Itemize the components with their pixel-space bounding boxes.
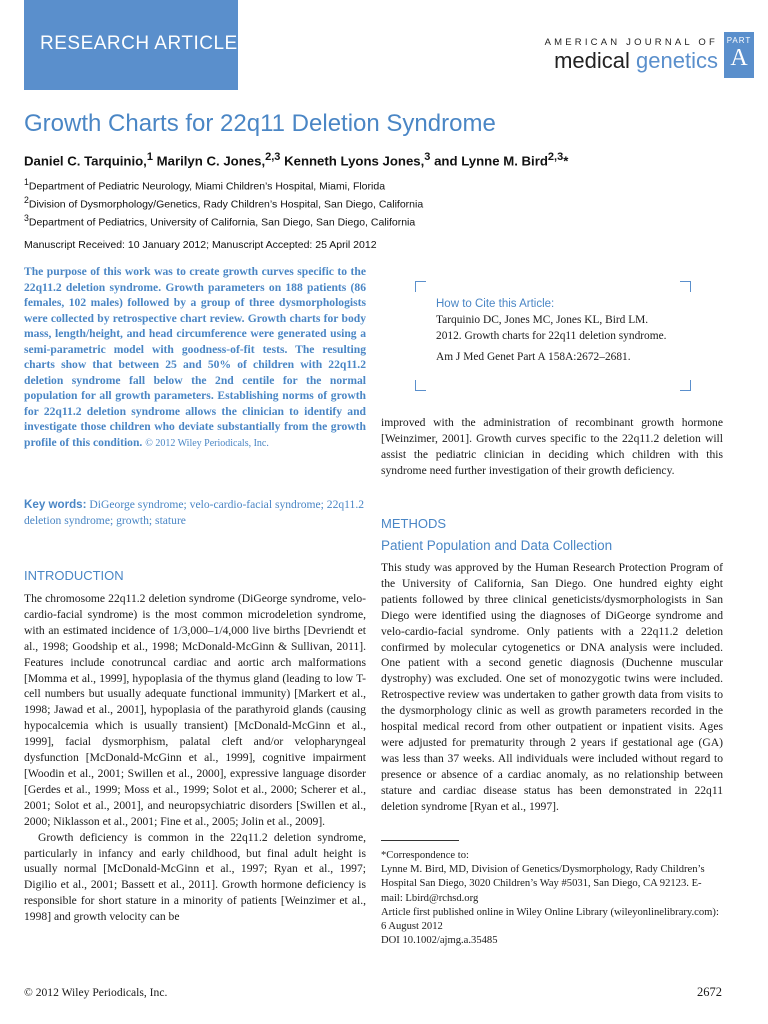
- author-name: Marilyn C. Jones,: [152, 153, 266, 169]
- part-badge: [724, 32, 754, 78]
- affiliation-sup: 2: [24, 195, 29, 205]
- author-affil-sup: 1: [146, 151, 153, 163]
- abstract: [24, 264, 366, 451]
- keywords-label: Key words:: [24, 498, 87, 511]
- abstract-text: The purpose of this work was to create growth curves specific to the 22q11.2 deletion syndrome. Growth parameters on 188 patients (86 females, 102 males) followed by a group of three dysmorphologists were collected by retrospective chart review. Growth charts for body mass, length/height, and head circumference were generated using a semi-parametric model with goodness-of-fit tests. The resulting charts show that between 25 and 50% of children with 22q11.2 deletion syndrome fall below the 2nd centile for the normal population for all growth parameters. Establishing norms of growth for 22q11.2 deletion syndrome allows the clinician to identify and investigate those children who deviate substantially from the growth profile of this condition.: [24, 265, 366, 449]
- author-affil-sup: 2,3: [547, 151, 564, 163]
- journal-top-text: AMERICAN JOURNAL OF: [544, 37, 718, 48]
- author-name: Kenneth Lyons Jones,: [280, 153, 425, 169]
- affiliation-2: [24, 195, 423, 211]
- affiliation-sup: 3: [24, 213, 29, 223]
- abstract-copyright: © 2012 Wiley Periodicals, Inc.: [145, 437, 269, 449]
- author-affil-sup: 3: [424, 151, 431, 163]
- cite-box-reference: Tarquinio DC, Jones MC, Jones KL, Bird LM. 2012. Growth charts for 22q11 deletion syndrome.: [436, 314, 667, 342]
- journal-name-medical: medical: [554, 48, 630, 73]
- article-title: Growth Charts for 22q11 Deletion Syndrome: [24, 110, 496, 137]
- author-affil-sup: 2,3: [265, 151, 281, 163]
- cite-box-title: How to Cite this Article:: [436, 298, 555, 310]
- footnote-published: Article first published online in Wiley Online Library (wileyonlinelibrary.com): 6 August 2012: [381, 906, 719, 933]
- introduction-paragraph-1: The chromosome 22q11.2 deletion syndrome (DiGeorge syndrome, velo-cardio-facial syndrome) is the most common microdeletion syndrome, with an estimated incidence of 1/3,000–1/4,000 live births [Devriendt et al., 1998; Goodship et al., 1998; McDonald-McGinn & Sullivan, 2011]. Features include conotruncal cardiac and aortic arch malformations [Momma et al., 1999], hypoplasia of the thymus gland (leading to low T-cell numbers but usually adequate functional immunity) [Markert et al., 1998; Jawad et al., 2001], hypoplasia of the parathyroid glands (causing hypocalcemia which is usually transient) [McDonald-McGinn et al., 1999], facial dysmorphism, palatal cleft and/or velopharyngeal dysfunction [McDonald-McGinn et al., 1999], cognitive impairment [Woodin et al., 2001; Swillen et al., 2000], expressive language disorder [Gerdes et al., 1999; Moss et al., 1999; Solot et al., 2000; Scherer et al., 2001; Solot et al., 2001], and neuropsychiatric disorders [Swillen et al., 2000; Niklasson et al., 2001; Fine et al., 2005; Jolin et al., 2009].: [24, 592, 366, 828]
- section-label: RESEARCH ARTICLE: [40, 33, 238, 54]
- affiliation-text: Department of Pediatric Neurology, Miami Children’s Hospital, Miami, Florida: [28, 180, 386, 193]
- methods-subheading: Patient Population and Data Collection: [381, 538, 613, 553]
- correspondence-footnote: [381, 849, 723, 948]
- page-number: 2672: [697, 985, 722, 999]
- affiliation-text: Division of Dysmorphology/Genetics, Rady Children’s Hospital, San Diego, California: [28, 198, 424, 211]
- keywords-text: DiGeorge syndrome; velo-cardio-facial syndrome; 22q11.2 deletion syndrome; growth; stature: [24, 498, 365, 527]
- introduction-body: [24, 591, 366, 925]
- author-name: Daniel C. Tarquinio,: [24, 153, 147, 169]
- affiliation-1: [24, 177, 385, 193]
- author-name: and Lynne M. Bird: [430, 153, 548, 169]
- part-letter: A: [730, 45, 748, 71]
- footnote-divider: [381, 840, 459, 841]
- introduction-heading: INTRODUCTION: [24, 568, 124, 583]
- affiliation-sup: 1: [24, 177, 29, 187]
- cite-box-journal: Am J Med Genet Part A 158A:2672–2681.: [436, 351, 631, 363]
- affiliation-text: Department of Pediatrics, University of California, San Diego, San Diego, California: [28, 216, 416, 229]
- methods-body: This study was approved by the Human Research Protection Program of the University of California, San Diego. One hundred eighty eight patients followed by three clinical geneticists/dysmorphologists in San Diego were identified using the diagnoses of DiGeorge syndrome and velo-cardio-facial syndrome. Only patients with a 22q11.2 deletion confirmed by molecular cytogenetics or DNA analysis were included. One patient with a second genetic diagnosis (Duchenne muscular dystrophy) was excluded. One set of monozygotic twins were included. Retrospective review was undertaken to gather growth data from visits to the dysmorphology clinic as well as growth parameters recorded in the hospital medical record from other outpatient or inpatient visits. Ages were adjusted for prematurity through 2 years if gestational age (GA) was less than 37 weeks. All individuals were included without regard to presence or absence of a cardiac anomaly, as no relationship between stature and cardiac disease status has been demonstrated in 22q11 deletion syndrome [Ryan et al., 1997].: [381, 561, 723, 813]
- part-label: PART: [726, 36, 752, 45]
- affiliation-3: [24, 213, 415, 229]
- keywords: [24, 497, 366, 529]
- manuscript-dates: Manuscript Received: 10 January 2012; Manuscript Accepted: 25 April 2012: [24, 239, 377, 251]
- footer-copyright: © 2012 Wiley Periodicals, Inc.: [24, 986, 168, 999]
- journal-name: [545, 50, 718, 72]
- journal-name-genetics: genetics: [636, 48, 718, 73]
- corresponding-mark: *: [563, 153, 569, 169]
- cite-box: [415, 281, 691, 391]
- footnote-body: Lynne M. Bird, MD, Division of Genetics/Dysmorphology, Rady Children’s Hospital San Diego, 3020 Children’s Way #5031, San Diego, CA 92123. E-mail: Lbird@rchsd.org: [381, 864, 705, 904]
- methods-heading: METHODS: [381, 516, 446, 531]
- introduction-paragraph-2: Growth deficiency is common in the 22q11.2 deletion syndrome, particularly in infancy and early childhood, but final adult height is usually normal [McDonald-McGinn et al., 1997; Ryan et al., 1997; Digilio et al., 2001; Bassett et al., 2011]. Growth hormone deficiency is responsible for short stature in a minority of patients [Weinzimer et al., 1998] and growth velocity can be: [24, 830, 366, 924]
- journal-logo: [545, 37, 718, 72]
- right-continuation: improved with the administration of recombinant growth hormone [Weinzimer, 2001]. Growth curves specific to the 22q11.2 deletion will assist the pediatric clinician in deciding which children with this syndrome need further investigation of their growth deficiency.: [381, 416, 723, 477]
- footnote-label: *Correspondence to:: [381, 850, 469, 861]
- author-list: [24, 151, 568, 168]
- footnote-doi: DOI 10.1002/ajmg.a.35485: [381, 935, 498, 947]
- section-badge: [24, 0, 238, 90]
